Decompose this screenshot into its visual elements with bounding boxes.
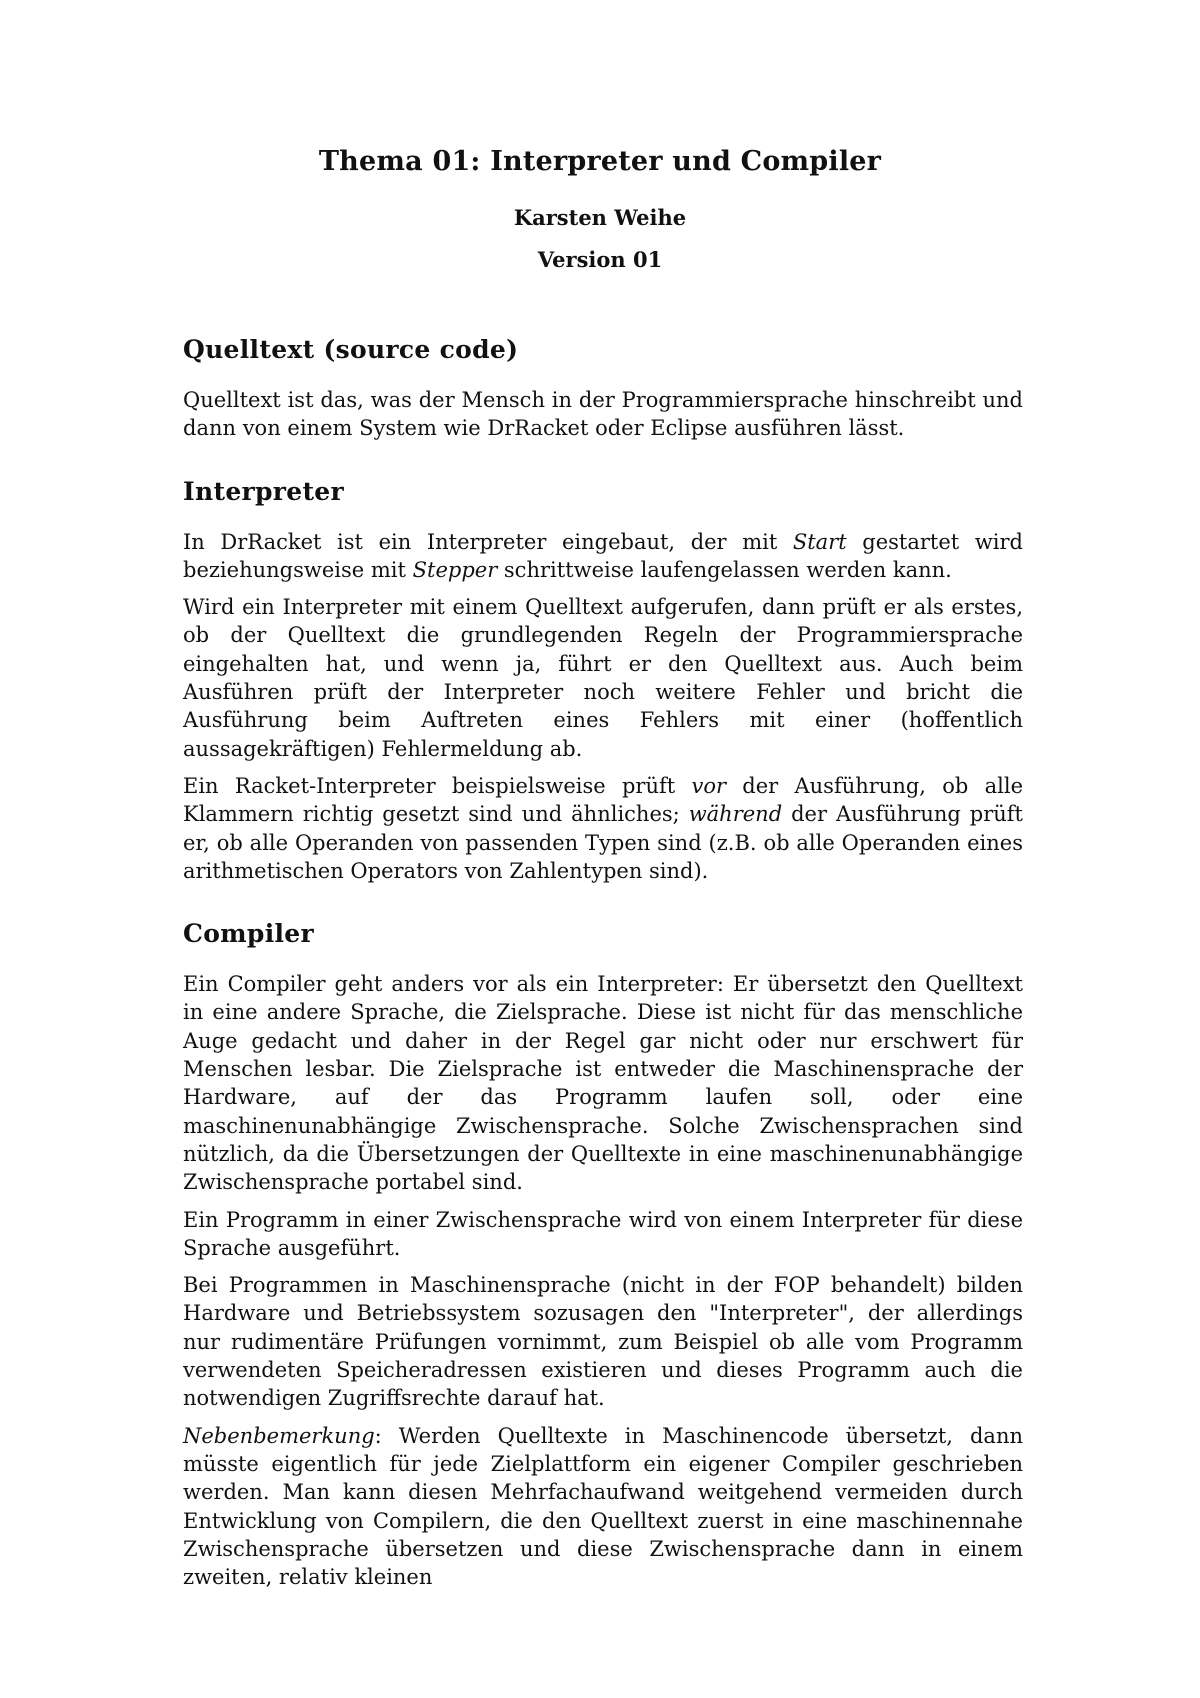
paragraph-compiler-3: Bei Programmen in Maschinensprache (nicht in der FOP behandelt) bilden Hardware und Betriebssystem sozusagen den "Interpreter", der allerdings nur rudimentäre Prüfungen vornimmt, zum Beispiel ob alle vom Programm verwendeten Speicheradressen existieren und dieses Programm auch die notwendigen Zugriffsrechte darauf hat. — [183, 1273, 1023, 1411]
paragraph-quelltext-1: Quelltext ist das, was der Mensch in der Programmiersprache hinschreibt und dann von einem System wie DrRacket oder Eclipse ausführen lässt. — [183, 388, 1023, 441]
paragraph-interpreter-3 — [183, 772, 1023, 885]
text-run: schrittweise laufengelassen werden kann. — [497, 557, 952, 582]
section-quelltext — [183, 334, 1023, 443]
text-run: gestartet wird beziehungsweise mit — [183, 529, 1023, 582]
section-heading-quelltext: Quelltext (source code) — [183, 335, 519, 364]
text-run: der Ausführung, ob alle Klammern richtig gesetzt sind und ähnliches; — [183, 773, 1023, 827]
emphasis-waehrend: während — [688, 802, 783, 827]
emphasis-vor: vor — [691, 773, 727, 798]
emphasis-nebenbemerkung: Nebenbemerkung — [183, 1423, 375, 1448]
text-run: der Ausführung prüft er, ob alle Operanden von passenden Typen sind (z.B. ob alle Operanden eines arithmetischen Operators von Zahlentypen sind). — [183, 802, 1023, 883]
document-author: Karsten Weihe — [513, 205, 687, 230]
document-title: Thema 01: Interpreter und Compiler — [318, 146, 882, 177]
section-heading-compiler: Compiler — [183, 919, 314, 949]
paragraph-interpreter-1 — [183, 528, 1023, 585]
document-version: Version 01 — [537, 247, 663, 272]
section-compiler — [183, 918, 1023, 1591]
paragraph-interpreter-2: Wird ein Interpreter mit einem Quelltext aufgerufen, dann prüft er als erstes, ob der Quelltext die grundlegenden Regeln der Programmiersprache eingehalten hat, und wenn ja, führt er den Quelltext aus. Auch beim Ausführen prüft der Interpreter noch weitere Fehler und bricht die Ausführung beim Auftreten eines Fehlers mit einer (hoffentlich aussagekräftigen) Fehlermeldung ab. — [183, 595, 1023, 761]
paragraph-compiler-1: Ein Compiler geht anders vor als ein Interpreter: Er übersetzt den Quelltext in eine andere Sprache, die Zielsprache. Diese ist nicht für das menschliche Auge gedacht und daher in der Regel gar nicht oder nur erschwert für Menschen lesbar. Die Zielsprache ist entweder die Maschinensprache der Hardware, auf der das Programm laufen soll, oder eine maschinenunabhängige Zwischensprache. Solche Zwischensprachen sind nützlich, da die Übersetzungen der Quelltexte in eine maschinenunabhängige Zwischensprache portabel sind. — [183, 972, 1023, 1195]
text-run: In DrRacket ist ein Interpreter eingebaut, der mit — [183, 529, 793, 554]
paragraph-compiler-4 — [183, 1422, 1023, 1592]
paragraph-compiler-2: Ein Programm in einer Zwischensprache wird von einem Interpreter für diese Sprache ausgeführt. — [183, 1207, 1023, 1260]
section-heading-interpreter: Interpreter — [183, 476, 344, 506]
emphasis-start: Start — [792, 529, 847, 554]
text-run: Ein Racket-Interpreter beispielsweise prüft — [183, 773, 692, 798]
section-interpreter — [183, 476, 1023, 886]
emphasis-stepper: Stepper — [412, 557, 498, 582]
document-body — [183, 334, 1023, 1600]
text-run: : Werden Quelltexte in Maschinencode übersetzt, dann müsste eigentlich für jede Zielplattform ein eigener Compiler geschrieben werden. Man kann diesen Mehrfachaufwand weitgehend vermeiden durch Entwicklung von Compilern, die den Quelltext zuerst in eine maschinennahe Zwischensprache übersetzen und diese Zwischensprache dann in einem zweiten, relativ kleinen — [183, 1423, 1023, 1590]
